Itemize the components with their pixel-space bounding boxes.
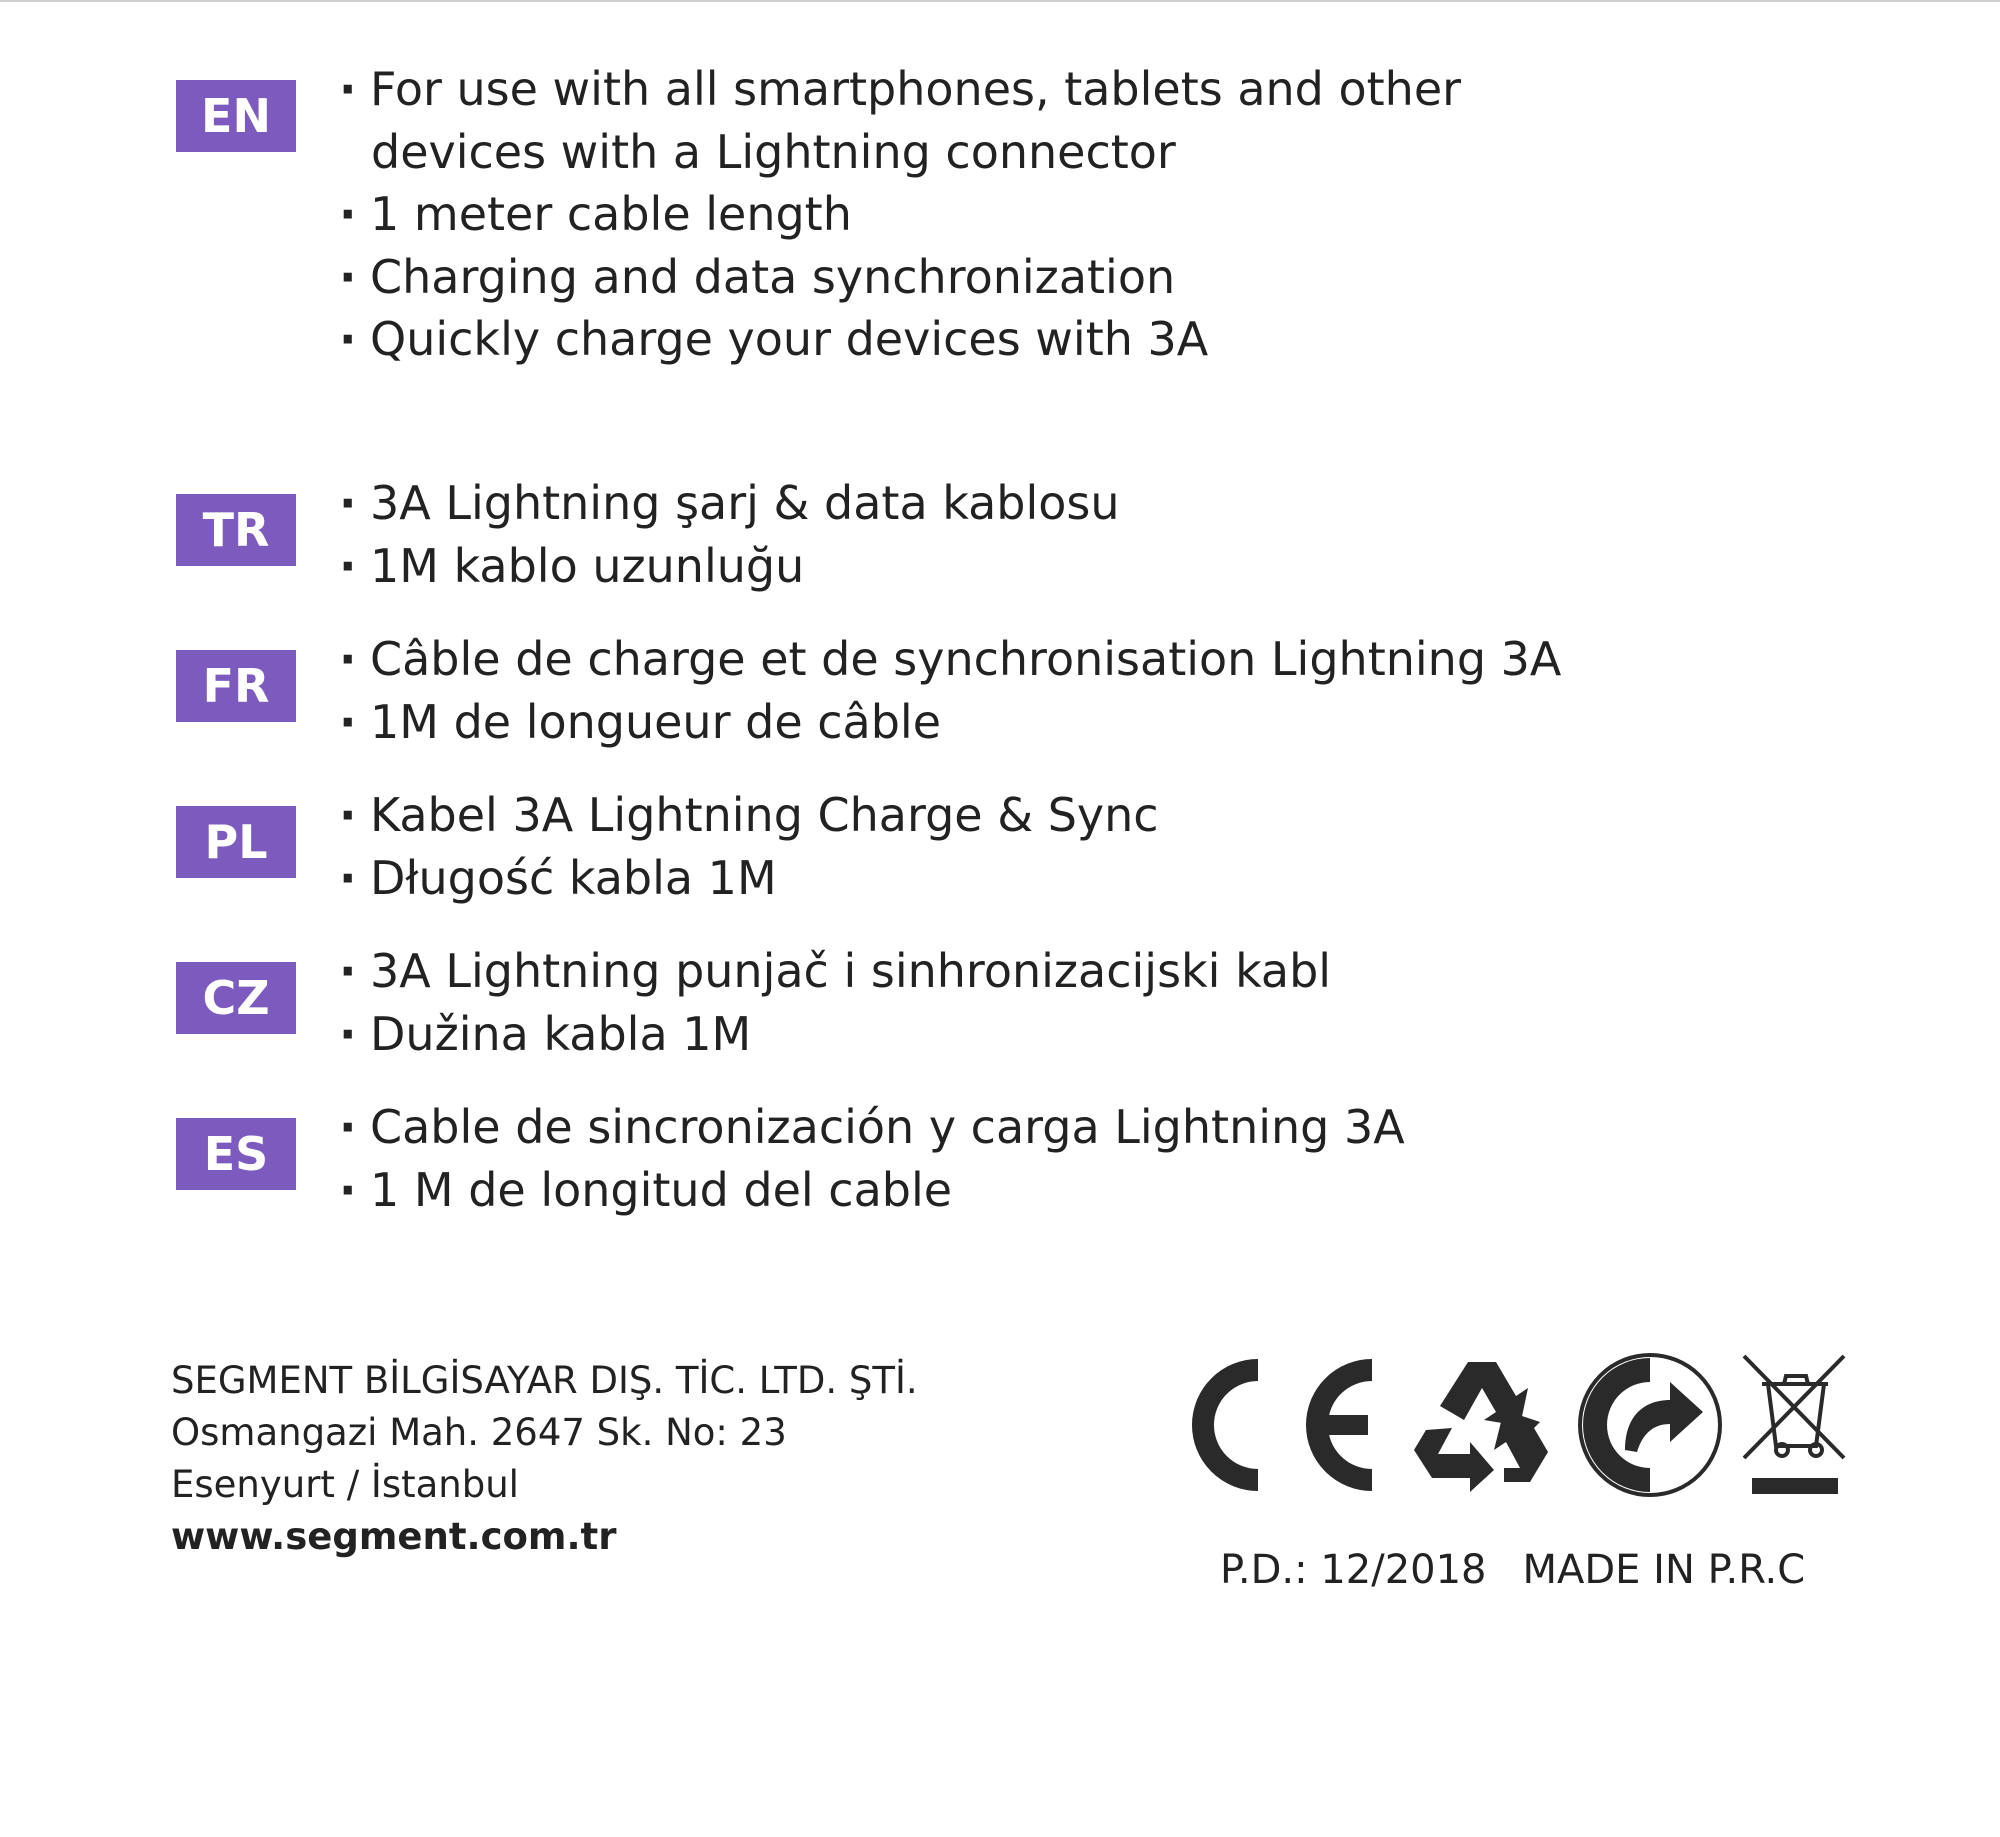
language-badge-es: ES bbox=[176, 1118, 296, 1190]
bullet-list-en bbox=[339, 58, 1461, 371]
bullet-item: · Dužina kabla 1M bbox=[339, 1003, 1331, 1066]
bullet-item: · 1M kablo uzunluğu bbox=[339, 535, 1120, 598]
bullet-list-pl bbox=[339, 784, 1159, 909]
bullet-list-fr bbox=[339, 628, 1561, 753]
bullet-list-es bbox=[339, 1096, 1405, 1221]
bullet-list-tr bbox=[339, 472, 1120, 597]
production-footer bbox=[1220, 1545, 1805, 1595]
compliance-marks bbox=[1180, 1350, 1850, 1510]
production-date: P.D.: 12/2018 bbox=[1220, 1547, 1487, 1593]
country-of-origin: MADE IN P.R.C bbox=[1522, 1547, 1806, 1593]
bullet-item: · Długość kabla 1M bbox=[339, 847, 1159, 910]
bullet-item: · Kabel 3A Lightning Charge & Sync bbox=[339, 784, 1159, 847]
bullet-item: · Charging and data synchronization bbox=[339, 246, 1461, 309]
bullet-item: · 1 meter cable length bbox=[339, 183, 1461, 246]
ce-mark-icon bbox=[1180, 1350, 1380, 1500]
recycle-icon bbox=[1408, 1350, 1553, 1495]
bullet-text: devices with a Lightning connector bbox=[371, 124, 1176, 179]
bullet-item: · Cable de sincronización y carga Lightning 3A bbox=[339, 1096, 1405, 1159]
bullet-item: · 1 M de longitud del cable bbox=[339, 1159, 1405, 1222]
bullet-item: · For use with all smartphones, tablets and other bbox=[339, 58, 1461, 121]
bullet-item: · Quickly charge your devices with 3A bbox=[339, 308, 1461, 371]
bullet-item: · Câble de charge et de synchronisation Lightning 3A bbox=[339, 628, 1561, 691]
company-name: SEGMENT BİLGİSAYAR DIŞ. TİC. LTD. ŞTİ. bbox=[171, 1359, 918, 1402]
green-dot-icon bbox=[1575, 1350, 1725, 1500]
company-address-line1: Osmangazi Mah. 2647 Sk. No: 23 bbox=[171, 1411, 787, 1454]
company-website[interactable]: www.segment.com.tr bbox=[171, 1515, 617, 1558]
bullet-list-cz bbox=[339, 940, 1331, 1065]
language-badge-cz: CZ bbox=[176, 962, 296, 1034]
language-badge-tr: TR bbox=[176, 494, 296, 566]
company-address-line2: Esenyurt / İstanbul bbox=[171, 1463, 519, 1506]
bullet-continuation bbox=[339, 121, 1461, 184]
language-badge-en: EN bbox=[176, 80, 296, 152]
language-badge-pl: PL bbox=[176, 806, 296, 878]
language-badge-fr: FR bbox=[176, 650, 296, 722]
company-info bbox=[171, 1355, 918, 1563]
bullet-item: · 3A Lightning punjač i sinhronizacijski kabl bbox=[339, 940, 1331, 1003]
bullet-item: · 3A Lightning şarj & data kablosu bbox=[339, 472, 1120, 535]
bullet-item: · 1M de longueur de câble bbox=[339, 691, 1561, 754]
weee-crossed-bin-icon bbox=[1740, 1350, 1850, 1500]
